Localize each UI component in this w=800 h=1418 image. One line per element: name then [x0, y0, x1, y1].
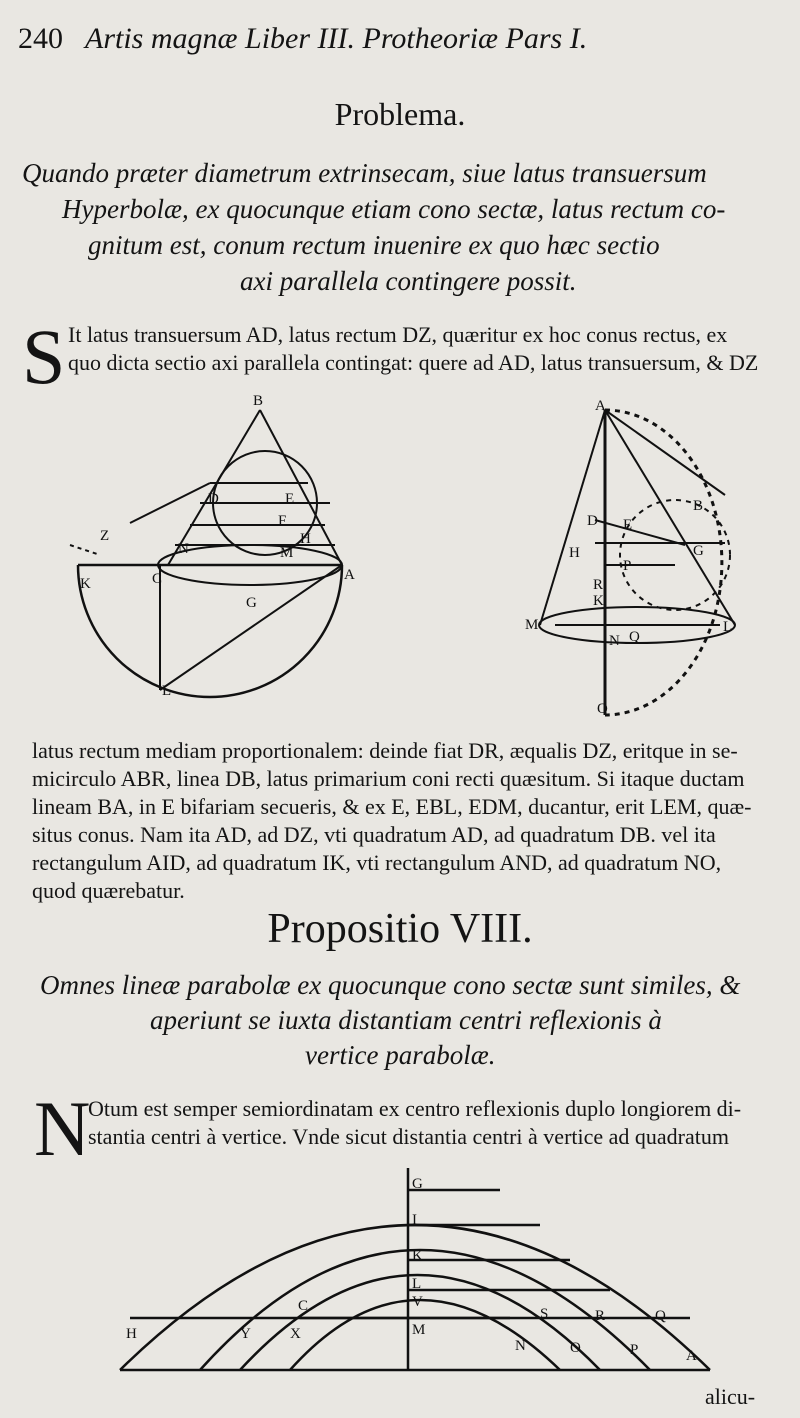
body-line: stantia centri à vertice. Vnde sicut distantia centri à vertice ad quadratum	[88, 1124, 729, 1149]
figure3-label: Y	[240, 1326, 251, 1342]
figure2-label: A	[595, 398, 606, 414]
figure1-label: B	[253, 393, 264, 409]
problema-heading: Problema.	[334, 96, 466, 132]
figure2-label: B	[693, 498, 704, 514]
figure3-label: X	[290, 1326, 301, 1342]
figure-cone-construction	[525, 395, 765, 735]
propositio-statement-line: aperiunt se iuxta distantiam centri reflexionis à	[150, 1005, 662, 1035]
propositio-statement-line: Omnes lineæ parabolæ ex quocunque cono sectæ sunt similes, &	[40, 970, 741, 1000]
body-line: micirculo ABR, linea DB, latus primarium coni recti quæsitum. Si itaque ductam	[32, 766, 745, 791]
figure2-label: D	[587, 513, 598, 529]
figure3-label: S	[540, 1306, 549, 1322]
problema-statement-line: gnitum est, conum rectum inuenire ex quo hæc sectio	[88, 230, 660, 260]
figure1-label: L	[162, 683, 172, 699]
figure1-label: M	[280, 545, 294, 561]
body-line: latus rectum mediam proportionalem: deinde fiat DR, æqualis DZ, eritque in se-	[32, 738, 738, 763]
figure3-label: A	[686, 1348, 697, 1364]
figure2-label: R	[593, 577, 604, 593]
figure2-label: N	[609, 633, 620, 649]
figure2-label: M	[525, 617, 539, 633]
figure3-label: I	[412, 1212, 417, 1228]
figure3-label: K	[412, 1248, 423, 1264]
figure3-label: P	[630, 1342, 639, 1358]
figure3-label: C	[298, 1298, 309, 1314]
body-line: rectangulum AID, ad quadratum IK, vti rectangulum AND, ad quadratum NO,	[32, 850, 722, 875]
figure3-label: G	[412, 1176, 423, 1192]
figure1-label: N	[178, 541, 189, 557]
figure2-label: H	[569, 545, 580, 561]
figure1-label: E	[285, 491, 295, 507]
body-line: quo dicta sectio axi parallela contingat: quere ad AD, latus transuersum, & DZ	[68, 350, 759, 375]
body-line: quod quærebatur.	[32, 878, 185, 903]
figure2-label: L	[723, 619, 733, 635]
figure2-label: G	[693, 543, 704, 559]
figure3-label: L	[412, 1276, 422, 1292]
body-line: It latus transuersum AD, latus rectum DZ, quæritur ex hoc conus rectus, ex	[68, 322, 728, 347]
figure1-label: A	[344, 567, 355, 583]
figure3-label: N	[515, 1338, 526, 1354]
figure1-label: Z	[100, 528, 110, 544]
figure3-label: Q	[655, 1308, 666, 1324]
propositio-statement-line: vertice parabolæ.	[305, 1040, 496, 1070]
figure3-label: R	[595, 1308, 606, 1324]
catchword: alicu-	[705, 1384, 756, 1409]
figure3-label: O	[570, 1340, 581, 1356]
figure2-label: K	[593, 593, 604, 609]
drop-cap: N	[34, 1085, 91, 1172]
figure1-label: D	[208, 491, 219, 507]
problema-statement-line: axi parallela contingere possit.	[240, 266, 577, 296]
problema-statement-line: Quando præter diametrum extrinsecam, siue latus transuersum	[22, 158, 707, 188]
figure-cone-hyperbola	[60, 385, 380, 730]
figure1-label: G	[246, 595, 257, 611]
body-line: situs conus. Nam ita AD, ad DZ, vti quadratum AD, ad quadratum DB. vel ita	[32, 822, 716, 847]
figure3-label: H	[126, 1326, 137, 1342]
figure2-label: O	[597, 701, 608, 717]
figure3-label: M	[412, 1322, 426, 1338]
body-line: lineam BA, in E bifariam secueris, & ex E, EBL, EDM, ducantur, erit LEM, quæ-	[32, 794, 752, 819]
figure3-label: V	[412, 1294, 423, 1310]
figure2-label: E	[623, 517, 633, 533]
page-number: 240	[18, 22, 63, 55]
figure2-label: Q	[629, 629, 640, 645]
figure1-label: K	[80, 576, 91, 592]
figure1-label: C	[152, 571, 163, 587]
propositio-heading: Propositio VIII.	[267, 906, 533, 952]
drop-cap: S	[22, 313, 66, 400]
problema-statement-line: Hyperbolæ, ex quocunque etiam cono sectæ, latus rectum co-	[62, 194, 726, 224]
running-title: Artis magnæ Liber III. Protheoriæ Pars I.	[85, 22, 588, 55]
body-line: Otum est semper semiordinatam ex centro reflexionis duplo longiorem di-	[88, 1096, 742, 1121]
figure1-label: H	[300, 531, 311, 547]
figure-nested-parabolas	[90, 1160, 750, 1375]
running-header	[18, 22, 587, 56]
figure1-label: F	[278, 513, 287, 529]
figure2-label: P	[623, 558, 632, 574]
